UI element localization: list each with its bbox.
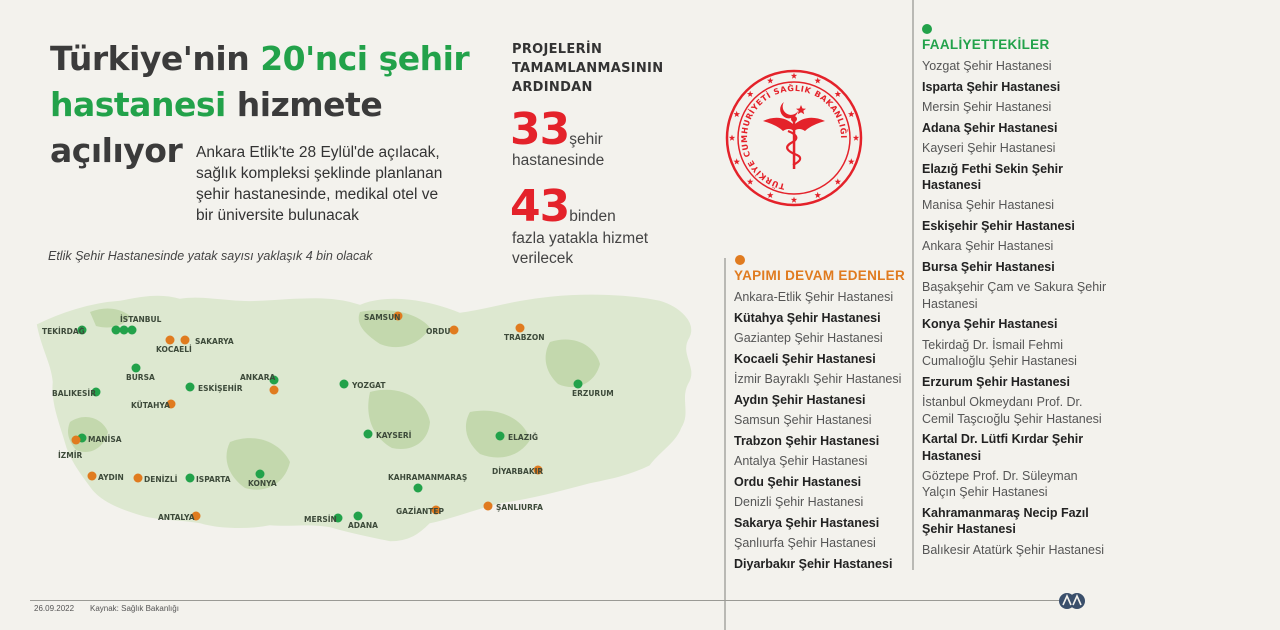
seal-star-icon bbox=[767, 192, 774, 198]
stat-number-1: 33 bbox=[510, 104, 570, 155]
city-label: ANTALYA bbox=[158, 513, 195, 522]
list-item: Manisa Şehir Hastanesi bbox=[922, 198, 1055, 213]
seal-star-icon bbox=[835, 178, 842, 184]
footer-date: 26.09.2022 bbox=[34, 604, 75, 613]
city-label: YOZGAT bbox=[352, 381, 386, 390]
health-ministry-seal-icon bbox=[711, 69, 877, 207]
active-list bbox=[922, 58, 1112, 562]
list-item: Kütahya Şehir Hastanesi bbox=[734, 310, 881, 325]
city-label: ISPARTA bbox=[196, 475, 231, 484]
list-item: Isparta Şehir Hastanesi bbox=[922, 79, 1061, 94]
city-marker bbox=[484, 502, 493, 511]
divider-under-construction bbox=[724, 258, 726, 630]
city-label: SAMSUN bbox=[364, 313, 401, 322]
title-part2: 20'nci şehir hastanesi bbox=[50, 39, 470, 124]
city-marker bbox=[134, 474, 143, 483]
list-item: Başakşehir Çam ve Sakura Şehir Hastanesi bbox=[922, 280, 1107, 311]
list-item: Balıkesir Atatürk Şehir Hastanesi bbox=[922, 542, 1105, 557]
list-item: Adana Şehir Hastanesi bbox=[922, 120, 1058, 135]
divider-active bbox=[912, 0, 914, 570]
under-construction-dot bbox=[735, 255, 745, 265]
city-label: ŞANLIURFA bbox=[496, 503, 543, 512]
city-label: KAHRAMANMARAŞ bbox=[388, 473, 468, 482]
stat-block-2 bbox=[510, 181, 616, 232]
stat-text-2a: binden bbox=[569, 208, 616, 225]
seal-star-icon bbox=[791, 73, 797, 79]
seal-star-icon bbox=[734, 111, 741, 117]
active-dot bbox=[922, 24, 932, 34]
city-label: DİYARBAKIR bbox=[492, 467, 544, 476]
list-item: Kahramanmaraş Necip Fazıl Şehir Hastanesi bbox=[922, 505, 1089, 537]
list-item: Ankara Şehir Hastanesi bbox=[922, 239, 1054, 254]
city-label: ERZURUM bbox=[572, 389, 614, 398]
city-marker bbox=[450, 326, 459, 335]
city-marker bbox=[354, 512, 363, 521]
city-label: SAKARYA bbox=[195, 337, 234, 346]
seal-star-icon bbox=[815, 192, 822, 198]
seal-star-icon bbox=[848, 158, 855, 164]
seal-star-icon bbox=[815, 77, 822, 83]
city-label: ANKARA bbox=[240, 373, 276, 382]
list-item: Ankara-Etlik Şehir Hastanesi bbox=[734, 290, 894, 304]
list-item: Samsun Şehir Hastanesi bbox=[734, 413, 872, 427]
seal-star-icon bbox=[767, 77, 774, 83]
city-marker bbox=[181, 336, 190, 345]
list-item: Şanlıurfa Şehir Hastanesi bbox=[734, 536, 876, 550]
list-item: Aydın Şehir Hastanesi bbox=[734, 392, 866, 407]
stat-text-1b: hastanesinde bbox=[512, 152, 605, 169]
subtitle: Ankara Etlik'te 28 Eylül'de açılacak, sağlık kompleksi şeklinde planlanan şehir hastanesinde, medikal otel ve bir üniversite bulunacak bbox=[196, 144, 443, 224]
city-marker bbox=[574, 380, 583, 389]
city-marker bbox=[270, 386, 279, 395]
stat-number-2: 43 bbox=[510, 181, 570, 232]
city-marker bbox=[516, 324, 525, 333]
list-item: İzmir Bayraklı Şehir Hastanesi bbox=[734, 372, 902, 386]
city-label: KÜTAHYA bbox=[131, 401, 170, 410]
city-marker bbox=[340, 380, 349, 389]
city-label: BALIKESİR bbox=[52, 389, 96, 398]
seal-star-icon bbox=[791, 197, 797, 203]
list-item: Yozgat Şehir Hastanesi bbox=[922, 59, 1052, 73]
city-label: İZMİR bbox=[58, 451, 83, 460]
list-item: Eskişehir Şehir Hastanesi bbox=[922, 218, 1075, 233]
city-label: MANİSA bbox=[88, 435, 122, 444]
city-marker bbox=[120, 326, 129, 335]
city-marker bbox=[166, 336, 175, 345]
city-marker bbox=[186, 383, 195, 392]
stat-text-2b: fazla yatakla hizmet verilecek bbox=[512, 230, 649, 267]
title-part3: hizmete açılıyor bbox=[50, 85, 383, 170]
city-marker bbox=[364, 430, 373, 439]
city-marker bbox=[414, 484, 423, 493]
under-construction-list bbox=[734, 289, 912, 576]
city-label: KAYSERİ bbox=[376, 431, 412, 440]
city-label: İSTANBUL bbox=[120, 315, 162, 324]
under-construction-title: YAPIMI DEVAM EDENLER bbox=[734, 268, 906, 283]
seal-star-icon bbox=[747, 178, 754, 184]
seal-star-icon bbox=[853, 135, 859, 141]
city-label: MERSİN bbox=[304, 515, 337, 524]
list-item: Konya Şehir Hastanesi bbox=[922, 317, 1058, 332]
list-item: Mersin Şehir Hastanesi bbox=[922, 100, 1052, 114]
active-title: FAALİYETTEKİLER bbox=[922, 37, 1050, 52]
list-item: Erzurum Şehir Hastanesi bbox=[922, 374, 1070, 389]
list-item: İstanbul Okmeydanı Prof. Dr. Cemil Taşcıoğlu Şehir Hastanesi bbox=[922, 395, 1102, 426]
city-marker bbox=[128, 326, 137, 335]
map-note: Etlik Şehir Hastanesinde yatak sayısı yaklaşık 4 bin olacak bbox=[48, 249, 373, 263]
stat-block-1 bbox=[510, 104, 603, 155]
city-marker bbox=[496, 432, 505, 441]
city-label: KOCAELİ bbox=[156, 345, 192, 354]
city-marker bbox=[88, 472, 97, 481]
city-label: TRABZON bbox=[504, 333, 545, 342]
seal-ring-text: TÜRKİYE CUMHURİYETİ SAĞLIK BAKANLIĞI bbox=[740, 83, 849, 192]
stat-text-1a: şehir bbox=[569, 131, 603, 148]
list-item: Göztepe Prof. Dr. Süleyman Yalçın Şehir Hastanesi bbox=[922, 469, 1078, 500]
city-marker bbox=[112, 326, 121, 335]
city-label: AYDIN bbox=[98, 473, 124, 482]
city-label: GAZİANTEP bbox=[396, 507, 445, 516]
seal-star-icon bbox=[835, 91, 842, 97]
seal-star-icon bbox=[729, 135, 735, 141]
list-item: Kayseri Şehir Hastanesi bbox=[922, 141, 1056, 155]
list-item: Tekirdağ Dr. İsmail Fehmi Cumalıoğlu Şehir Hastanesi bbox=[922, 337, 1077, 369]
list-item: Antalya Şehir Hastanesi bbox=[734, 454, 868, 468]
stats-heading: PROJELERİN TAMAMLANMASININ ARDINDAN bbox=[512, 42, 664, 95]
list-item: Sakarya Şehir Hastanesi bbox=[734, 515, 880, 530]
city-label: TEKİRDAĞ bbox=[42, 327, 85, 336]
city-label: DENİZLİ bbox=[144, 475, 178, 484]
city-label: ELAZIĞ bbox=[508, 433, 539, 442]
list-item: Kocaeli Şehir Hastanesi bbox=[734, 351, 876, 366]
footer-source: Kaynak: Sağlık Bakanlığı bbox=[90, 604, 179, 613]
city-label: KONYA bbox=[248, 479, 277, 488]
city-marker bbox=[186, 474, 195, 483]
turkey-map bbox=[30, 272, 710, 562]
city-label: ORDU bbox=[426, 327, 451, 336]
seal-star-icon bbox=[734, 158, 741, 164]
seal-star-icon bbox=[747, 91, 754, 97]
footer-rule bbox=[30, 600, 1060, 601]
city-label: BURSA bbox=[126, 373, 155, 382]
seal-star-icon bbox=[848, 111, 855, 117]
list-item: Bursa Şehir Hastanesi bbox=[922, 259, 1055, 274]
city-label: ESKİŞEHİR bbox=[198, 384, 243, 393]
list-item: Ordu Şehir Hastanesi bbox=[734, 474, 862, 489]
city-label: ADANA bbox=[348, 521, 378, 530]
city-marker bbox=[256, 470, 265, 479]
city-marker bbox=[72, 436, 81, 445]
title-part1: Türkiye'nin bbox=[50, 39, 261, 78]
list-item: Trabzon Şehir Hastanesi bbox=[734, 433, 880, 448]
list-item: Denizli Şehir Hastanesi bbox=[734, 495, 864, 509]
list-item: Elazığ Fethi Sekin Şehir Hastanesi bbox=[922, 161, 1064, 192]
list-item: Diyarbakır Şehir Hastanesi bbox=[734, 556, 893, 571]
city-marker bbox=[132, 364, 141, 373]
list-item: Kartal Dr. Lütfi Kırdar Şehir Hastanesi bbox=[922, 432, 1084, 463]
list-item: Gaziantep Şehir Hastanesi bbox=[734, 331, 883, 345]
aa-logo-icon bbox=[1058, 592, 1086, 610]
